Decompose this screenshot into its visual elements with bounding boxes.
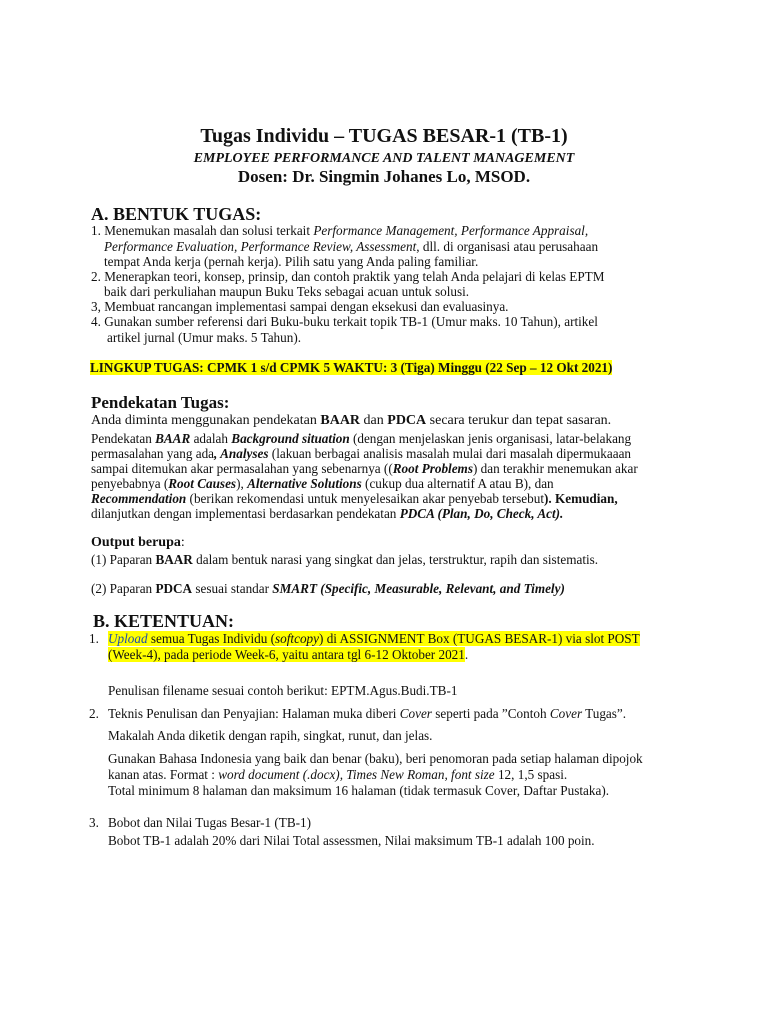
pendekatan-line-5 <box>91 476 554 492</box>
text: ) dan terakhir menemukan akar <box>472 461 638 476</box>
cover-term: Cover <box>549 706 583 721</box>
pendekatan-line-3 <box>91 446 631 462</box>
upload-term: Upload <box>108 631 148 646</box>
text: ) di ASSIGNMENT Box (TUGAS BESAR-1) via slot POST <box>319 631 640 646</box>
text: Pendekatan <box>91 431 156 446</box>
baar-term: BAAR <box>320 413 361 428</box>
text: 12, 1,5 spasi. <box>494 767 568 782</box>
text: dan <box>360 413 388 428</box>
ketentuan-2-line-2: Makalah Anda diketik dengan rapih, singkat, runut, dan jelas. <box>108 728 433 743</box>
bentuk-text: 1. Menemukan masalah dan solusi terkait <box>91 223 314 238</box>
background-term: Background situation <box>231 431 350 446</box>
text: : <box>180 535 185 550</box>
ketentuan-1-line-2 <box>108 647 468 663</box>
ketentuan-2-line-3: Gunakan Bahasa Indonesia yang baik dan benar (baku), beri penomoran pada setiap halaman dipojok <box>108 751 643 766</box>
bentuk-line-3: tempat Anda kerja (pernah kerja). Pilih satu yang Anda paling familiar. <box>104 254 479 269</box>
text: ). Kemudian, <box>544 491 618 506</box>
text: seperti pada ”Contoh <box>431 706 550 721</box>
text: (berikan rekomendasi untuk menyelesaikan akar penyebab tersebut <box>186 491 545 506</box>
pendekatan-line-6 <box>91 491 618 507</box>
bentuk-line-1 <box>91 223 588 239</box>
text: sampai ditemukan akar permasalahan yang sebenarnya (( <box>91 461 393 476</box>
text: kanan atas. Format : <box>108 767 219 782</box>
bentuk-italic: Performance Management, Performance Appraisal, <box>313 223 589 238</box>
baar-term: BAAR <box>155 552 193 567</box>
pendekatan-line-2 <box>91 431 631 447</box>
recommendation-term: Recommendation <box>91 491 187 506</box>
root-causes-term: Root Causes <box>168 476 237 491</box>
ketentuan-3-number: 3. <box>89 815 99 830</box>
section-b-heading: B. KETENTUAN: <box>93 611 235 631</box>
smart-term: SMART (Specific, Measurable, Relevant, and Timely) <box>272 581 565 596</box>
output-label: Output berupa <box>91 535 181 550</box>
ketentuan-1-number: 1. <box>89 631 99 646</box>
lingkup-line <box>90 360 612 376</box>
bentuk-line-6: 3, Membuat rancangan implementasi sampai dengan eksekusi dan evaluasinya. <box>91 299 509 314</box>
bentuk-line-8: artikel jurnal (Umur maks. 5 Tahun). <box>107 330 302 345</box>
bentuk-line-5: baik dari perkuliahan maupun Buku Teks sebagai acuan untuk solusi. <box>104 284 470 299</box>
text: ), <box>236 476 248 491</box>
text: Anda diminta menggunakan pendekatan <box>91 413 321 428</box>
pendekatan-line-7 <box>91 506 563 522</box>
lecturer-line: Dosen: Dr. Singmin Johanes Lo, MSOD. <box>237 167 531 186</box>
pdca-term: PDCA <box>155 581 193 596</box>
ketentuan-2-line-5: Total minimum 8 halaman dan maksimum 16 halaman (tidak termasuk Cover, Daftar Pustaka). <box>108 783 610 798</box>
alternative-solutions-term: Alternative Solutions <box>247 476 362 491</box>
text: sesuai standar <box>192 581 273 596</box>
text: adalah <box>190 431 232 446</box>
ketentuan-1-highlight: (Week-4), pada periode Week-6, yaitu antara tgl 6-12 Oktober 2021 <box>108 647 465 662</box>
bentuk-line-7: 4. Gunakan sumber referensi dari Buku-buku terkait topik TB-1 (Umur maks. 10 Tahun), artikel <box>91 314 598 329</box>
ketentuan-1-filename: Penulisan filename sesuai contoh berikut: EPTM.Agus.Budi.TB-1 <box>108 683 458 698</box>
analyses-term: , Analyses <box>214 446 269 461</box>
text: . <box>464 647 469 662</box>
output-item-1 <box>91 552 598 568</box>
text: (2) Paparan <box>91 581 156 596</box>
ketentuan-3-line-1: Bobot dan Nilai Tugas Besar-1 (TB-1) <box>108 815 312 830</box>
root-problems-term: Root Problems <box>392 461 473 476</box>
text: Tugas”. <box>582 706 627 721</box>
text: Teknis Penulisan dan Penyajian: Halaman muka diberi <box>108 706 400 721</box>
text: (1) Paparan <box>91 552 156 567</box>
text: (dengan menjelaskan jenis organisasi, latar-belakang <box>349 431 632 446</box>
text: (cukup dua alternatif A atau B), dan <box>361 476 554 491</box>
output-item-2 <box>91 581 565 597</box>
text: semua Tugas Individu ( <box>147 631 276 646</box>
pdca-term: PDCA <box>387 413 427 428</box>
text: secara terukur dan tepat sasaran. <box>426 413 612 428</box>
bentuk-line-2 <box>104 239 598 255</box>
ketentuan-1-highlight <box>108 631 640 646</box>
text: permasalahan yang ada <box>91 446 215 461</box>
cover-term: Cover <box>399 706 432 721</box>
bentuk-text: , dll. di organisasi atau perusahaan <box>416 239 599 254</box>
ketentuan-2-number: 2. <box>89 706 99 721</box>
text: (lakuan berbagai analisis masalah mulai dari masalah dipermukaaan <box>268 446 632 461</box>
ketentuan-2-line-4 <box>108 767 567 783</box>
section-a-heading: A. BENTUK TUGAS: <box>91 204 262 224</box>
baar-term: BAAR <box>155 431 191 446</box>
text: dilanjutkan dengan implementasi berdasarkan pendekatan <box>91 506 400 521</box>
output-heading <box>91 535 185 551</box>
ketentuan-3-line-2: Bobot TB-1 adalah 20% dari Nilai Total assessmen, Nilai maksimum TB-1 adalah 100 poin. <box>108 833 595 848</box>
ketentuan-1-line-1 <box>108 631 640 647</box>
course-subtitle: EMPLOYEE PERFORMANCE AND TALENT MANAGEMENT <box>193 151 575 166</box>
format-term: word document (.docx), Times New Roman, font size <box>218 767 495 782</box>
pendekatan-heading: Pendekatan Tugas: <box>91 393 230 412</box>
softcopy-term: softcopy <box>275 631 319 646</box>
text: dalam bentuk narasi yang singkat dan jelas, terstruktur, rapih dan sistematis. <box>192 552 599 567</box>
lingkup-highlight: LINGKUP TUGAS: CPMK 1 s/d CPMK 5 WAKTU: 3 (Tiga) Minggu (22 Sep – 12 Okt 2021) <box>90 360 613 375</box>
bentuk-line-4: 2. Menerapkan teori, konsep, prinsip, dan contoh praktik yang telah Anda pelajari di kelas EPTM <box>91 269 605 284</box>
pdca-term: PDCA (Plan, Do, Check, Act). <box>399 506 564 521</box>
pendekatan-line-1 <box>91 413 611 429</box>
pendekatan-line-4 <box>91 461 638 477</box>
text: penyebabnya ( <box>91 476 169 491</box>
bentuk-italic: Performance Evaluation, Performance Review, Assessment <box>104 239 417 254</box>
ketentuan-2-line-1 <box>108 706 626 722</box>
document-title: Tugas Individu – TUGAS BESAR-1 (TB-1) <box>200 125 568 147</box>
